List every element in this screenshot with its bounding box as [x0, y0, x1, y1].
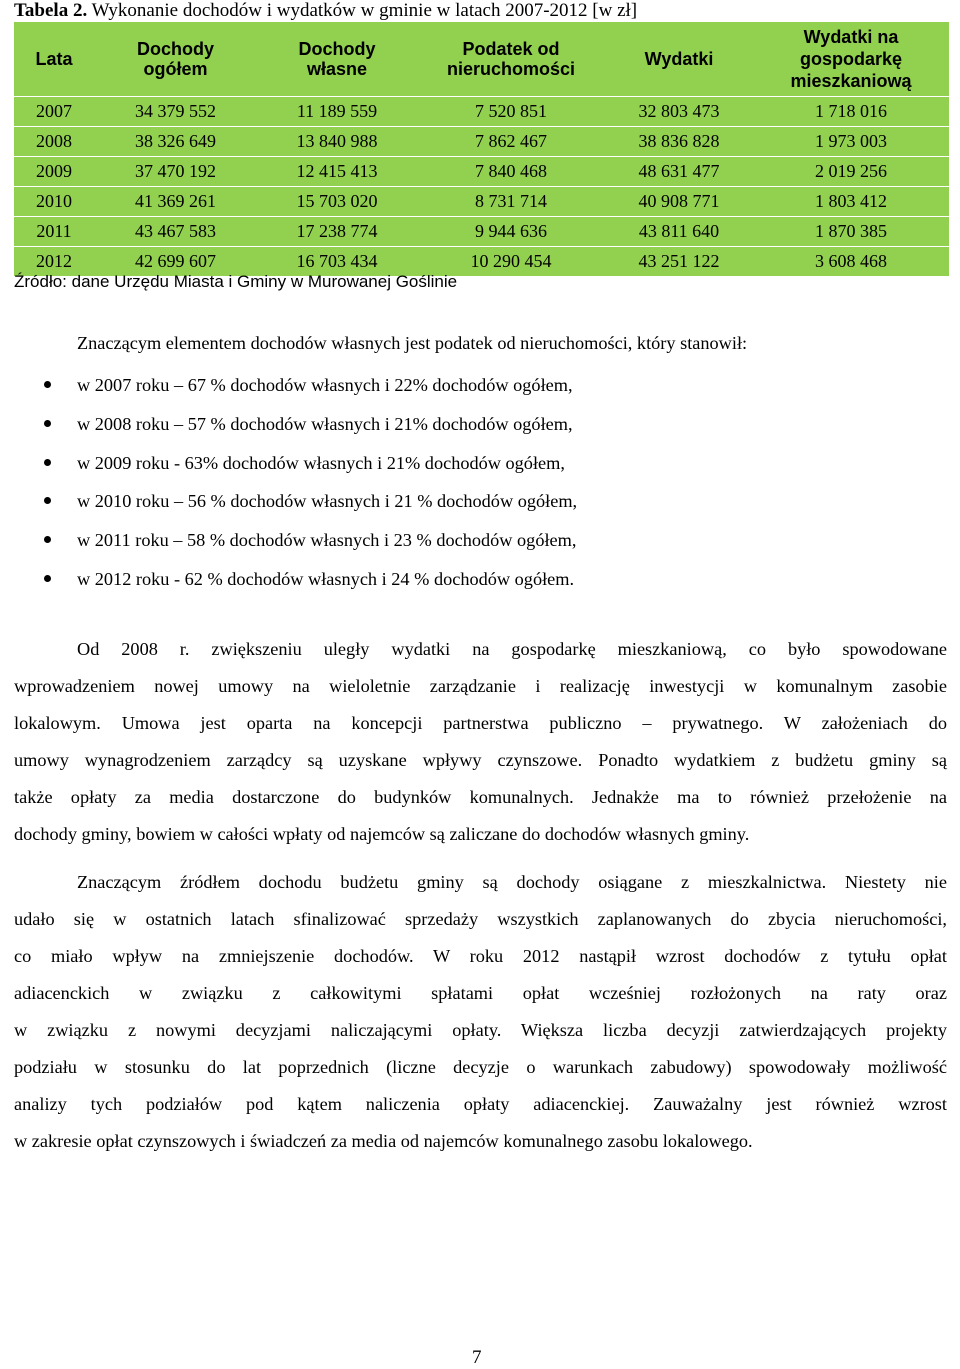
table-cell: 15 703 020	[257, 187, 417, 217]
paragraph-line: w związku z nowymi decyzjami naliczającymi opłaty. Większa liczba decyzji zatwierdzających projekty	[14, 1020, 947, 1040]
table-cell: 1 870 385	[753, 217, 949, 247]
table-cell: 7 862 467	[417, 127, 605, 157]
table-cell: 40 908 771	[605, 187, 753, 217]
table-row	[14, 97, 949, 127]
table-title	[14, 0, 637, 22]
table-cell: 1 973 003	[753, 127, 949, 157]
table-cell: 2010	[14, 187, 94, 217]
bullet-list	[38, 366, 577, 599]
table-header-row	[14, 22, 949, 97]
table-header-cell: Dochody własne	[257, 22, 417, 97]
table-cell: 37 470 192	[94, 157, 257, 187]
table-cell: 7 520 851	[417, 97, 605, 127]
table-cell: 3 608 468	[753, 247, 949, 277]
bullet-dot-icon	[44, 459, 51, 466]
bullet-text: w 2010 roku – 56 % dochodów własnych i 21 % dochodów ogółem,	[77, 491, 578, 512]
paragraph-housing-expenses	[14, 631, 947, 853]
table-source: Źródło: dane Urzędu Miasta i Gminy w Murowanej Goślinie	[14, 272, 458, 291]
paragraph-line: wprowadzeniem nowej umowy na wieloletnie zarządzanie i realizację inwestycji w komunalnym zasobie	[14, 676, 947, 696]
table-cell: 16 703 434	[257, 247, 417, 277]
bullet-item	[38, 366, 577, 405]
table-cell: 2007	[14, 97, 94, 127]
table-title-lead: Tabela 2.	[14, 0, 88, 21]
bullet-dot-icon	[44, 497, 51, 504]
table-cell: 41 369 261	[94, 187, 257, 217]
finance-table	[14, 22, 949, 276]
bullet-item	[38, 521, 577, 560]
bullet-item	[38, 560, 577, 599]
bullet-text: w 2009 roku - 63% dochodów własnych i 21% dochodów ogółem,	[77, 452, 565, 473]
table-cell: 2 019 256	[753, 157, 949, 187]
paragraph-line: w zakresie opłat czynszowych i świadczeń za media od najemców komunalnego zasobu lokalowego.	[14, 1131, 753, 1151]
paragraph-housing-income	[14, 864, 947, 1160]
page-number: 7	[472, 1347, 482, 1368]
table-cell: 38 836 828	[605, 127, 753, 157]
table-cell: 43 251 122	[605, 247, 753, 277]
table-cell: 8 731 714	[417, 187, 605, 217]
table-cell: 2009	[14, 157, 94, 187]
table-cell: 12 415 413	[257, 157, 417, 187]
bullet-item	[38, 444, 577, 483]
bullet-text: w 2007 roku – 67 % dochodów własnych i 22% dochodów ogółem,	[77, 375, 573, 395]
paragraph-line: Znaczącym źródłem dochodu budżetu gminy są dochody osiągane z mieszkalnictwa. Niestety nie	[77, 872, 947, 892]
table-cell: 2011	[14, 217, 94, 247]
table-body	[14, 97, 949, 277]
table-cell: 38 326 649	[94, 127, 257, 157]
table-row	[14, 127, 949, 157]
table-cell: 10 290 454	[417, 247, 605, 277]
table-cell: 32 803 473	[605, 97, 753, 127]
paragraph-line: umowy wynagrodzeniem zarządcy są uzyskane wpływy czynszowe. Ponadto wydatkiem z budżetu gminy są	[14, 750, 947, 770]
table-cell: 11 189 559	[257, 97, 417, 127]
bullet-dot-icon	[44, 575, 51, 582]
paragraph-line: co miało wpływ na zmniejszenie dochodów. W roku 2012 nastąpił wzrost dochodów z tytułu opłat	[14, 946, 947, 966]
table-row	[14, 157, 949, 187]
bullet-dot-icon	[44, 420, 51, 427]
paragraph-line: także opłaty za media dostarczone do budynków komunalnych. Jednakże ma to również przełożenie na	[14, 787, 947, 807]
intro-paragraph: Znaczącym elementem dochodów własnych jest podatek od nieruchomości, który stanowił:	[77, 333, 748, 353]
table-cell: 1 803 412	[753, 187, 949, 217]
table-row	[14, 187, 949, 217]
bullet-dot-icon	[44, 381, 51, 388]
bullet-text: w 2011 roku – 58 % dochodów własnych i 23 % dochodów ogółem,	[77, 530, 577, 551]
bullet-item	[38, 482, 577, 521]
paragraph-line: lokalowym. Umowa jest oparta na koncepcji partnerstwa publiczno – prywatnego. W założeniach do	[14, 713, 947, 733]
table-cell: 43 811 640	[605, 217, 753, 247]
table-cell: 48 631 477	[605, 157, 753, 187]
bullet-item	[38, 405, 577, 444]
paragraph-line: dochody gminy, bowiem w całości wpłaty od najemców są zaliczane do dochodów własnych gminy.	[14, 824, 750, 844]
table-cell: 1 718 016	[753, 97, 949, 127]
bullet-text: w 2012 roku - 62 % dochodów własnych i 24 % dochodów ogółem.	[77, 568, 575, 589]
table-header-cell: Wydatki na gospodarkę mieszkaniową	[753, 22, 949, 97]
table-row	[14, 217, 949, 247]
table-title-text: Wykonanie dochodów i wydatków w gminie w latach 2007-2012 [w zł]	[87, 0, 638, 21]
bullet-text: w 2008 roku – 57 % dochodów własnych i 21% dochodów ogółem,	[77, 413, 573, 434]
table-cell: 13 840 988	[257, 127, 417, 157]
table-cell: 2012	[14, 247, 94, 277]
paragraph-line: udało się w ostatnich latach sfinalizować sprzedaży wszystkich zaplanowanych do zbycia nieruchomości,	[14, 909, 947, 929]
table-cell: 34 379 552	[94, 97, 257, 127]
table-cell: 9 944 636	[417, 217, 605, 247]
paragraph-line: adiacenckich w związku z całkowitymi spłatami opłat wcześniej rozłożonych na raty oraz	[14, 983, 947, 1003]
paragraph-line: podziału w stosunku do lat poprzednich (liczne decyzje o warunkach zabudowy) spowodowały możliwość	[14, 1057, 947, 1077]
table-header-cell: Podatek od nieruchomości	[417, 22, 605, 97]
paragraph-line: Od 2008 r. zwiększeniu uległy wydatki na gospodarkę mieszkaniową, co było spowodowane	[77, 639, 947, 659]
table-cell: 17 238 774	[257, 217, 417, 247]
table-cell: 42 699 607	[94, 247, 257, 277]
table-header-cell: Dochody ogółem	[94, 22, 257, 97]
paragraph-line: analizy tych podziałów pod kątem naliczenia opłaty adiacenckiej. Zauważalny jest również wzrost	[14, 1094, 947, 1114]
table-header-cell: Wydatki	[605, 22, 753, 97]
table-cell: 43 467 583	[94, 217, 257, 247]
table-cell: 7 840 468	[417, 157, 605, 187]
bullet-dot-icon	[44, 536, 51, 543]
table-header-cell: Lata	[14, 22, 94, 97]
table-cell: 2008	[14, 127, 94, 157]
